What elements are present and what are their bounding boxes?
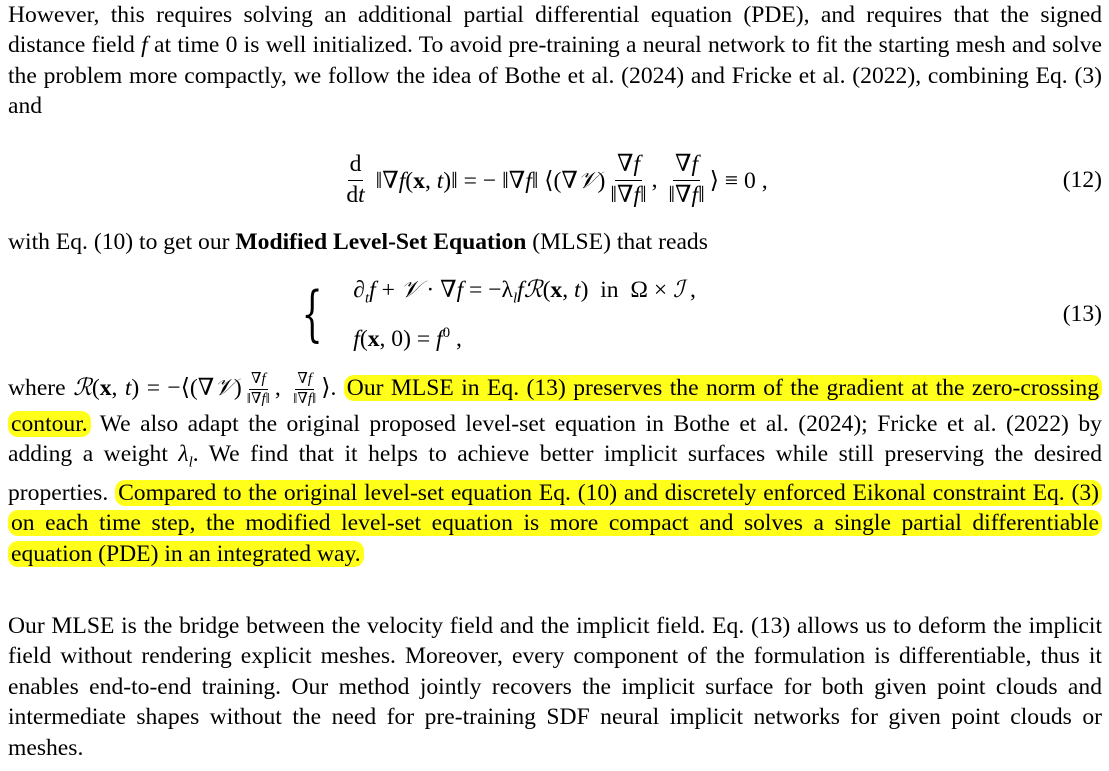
equation-13: { $\partial_tf$ + 𝒱 · $\nabla f = -\lambda_lfℛ(x$, t) in Ω × ℐ , f(x, $0) = f^0$ , (13) — [301, 275, 1102, 352]
paragraph-1: However, this requires solving an additional partial differential equation (PDE), and requires that the signed distance field f at time 0 is well initialized. To avoid pre-training a neural network to fit the starting mesh and solve the problem more compactly, we follow the idea of Bothe et al. (2024) and Fricke et al. (2022), combining Eq. (3) and — [8, 2, 1103, 120]
paragraph-4: Our MLSE is the bridge between the velocity field and the implicit field. Eq. (13) allows us to deform the implicit field without rendering explicit meshes. Moreover, every component of the formulation is differentiable, thus it enables end-to-end training. Our method jointly recovers the implicit surface for both given point clouds and intermediate shapes without the need for pre-training SDF neural implicit networks for given point clouds or meshes. — [8, 613, 1102, 761]
paragraph-2: with Eq. (10) to get our Modified Level-Set Equation (MLSE) that reads — [8, 229, 708, 255]
highlight-2: Compared to the original level-set equation Eq. (10) and discretely enforced Eikonal constraint Eq. (3) on each time step, the modified level-set equation is more compact and solves a single partial differentiable equation (PDE) in an integrated way. — [8, 480, 1102, 567]
equation-number: (13) — [1062, 300, 1102, 327]
highlight-1: Our MLSE in Eq. (13) preserves the norm of the gradient at the zero-crossing contour. — [8, 375, 1102, 436]
paragraph-3: where ℛ(x, t) = −⟨(∇𝒱) $\frac{\nabla f}{‖\nabla f‖}$ , $\frac{\nabla f}{‖\nabla f‖}$ ⟩. Our MLSE in Eq. (13) preserves the norm of the gradient at the zero-crossing contour. We also adapt the original proposed level-set equation in Bothe et al. (2024); Fricke et al. (2022) by adding a weight $\lambda_l$. We find that it helps to achieve better implicit surfaces while still preserving the desired properties. Compared to the original level-set equation Eq. (10) and discretely enforced Eikonal constraint Eq. (3) on each time step, the modified level-set equation is more compact and solves a single partial differentiable equation (PDE) in an integrated way. — [8, 371, 1102, 567]
equation-number: (12) — [1062, 166, 1102, 193]
equation-12: $\frac{d}{dt}$ ‖∇f(x, t)‖ = − ‖∇f‖ ⟨(∇𝒱) $\frac{\nabla f}{‖\nabla f‖}$ , $\frac{\nabla f}{‖\nabla f‖}$ ⟩ ≡ 0 , (12) — [346, 151, 1102, 208]
